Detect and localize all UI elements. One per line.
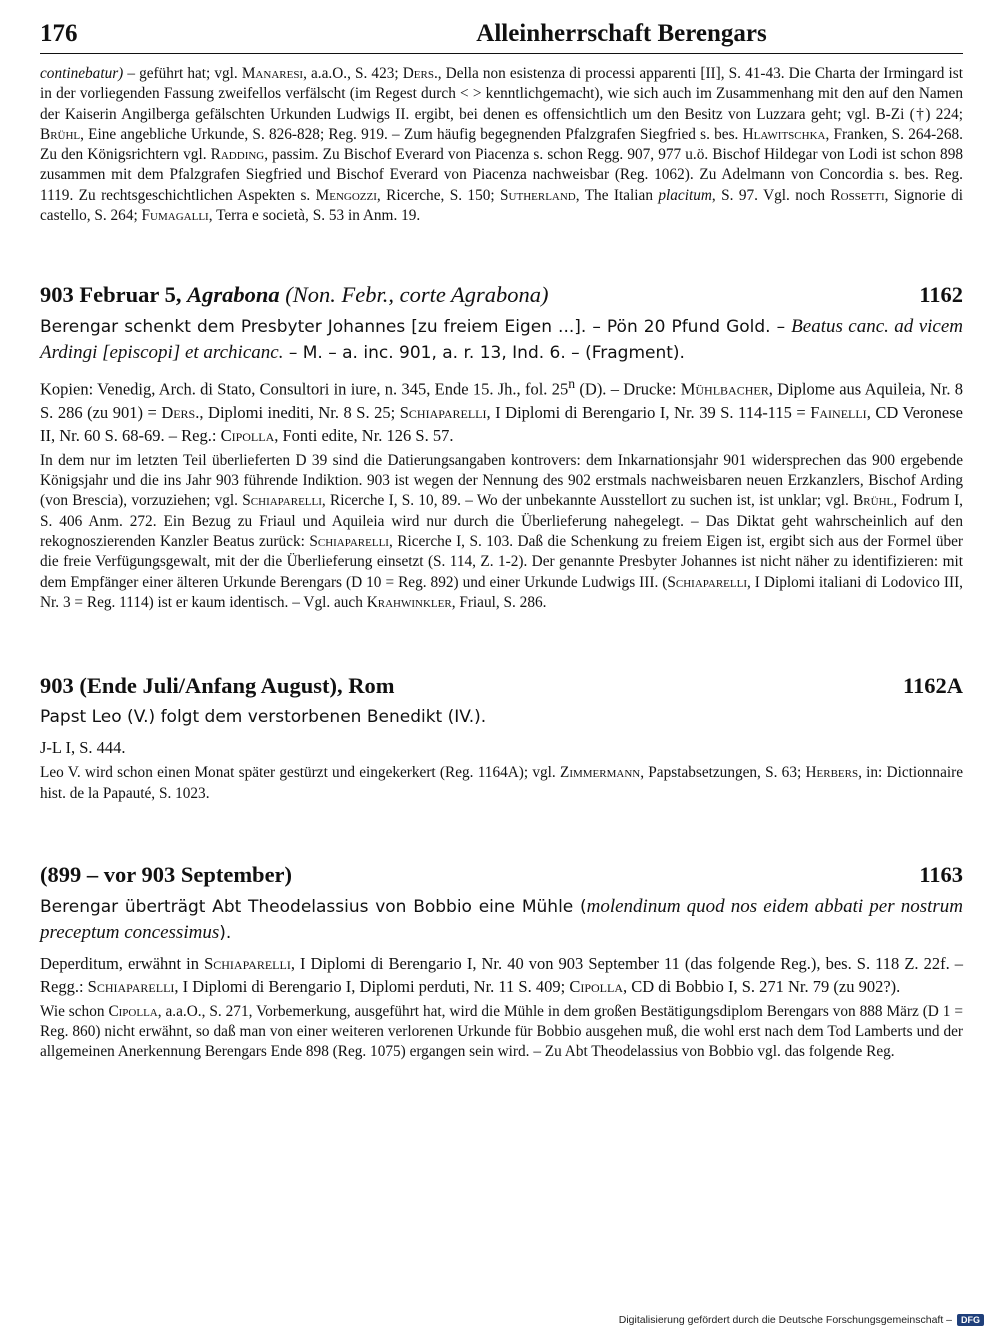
copies-superscript: n — [568, 376, 576, 392]
intro-note-text: , passim. Zu Bischof Everard von Piacenza s. schon Regg. 907, 977 u.ö. Bischof Hildegar von Lodi ist schon 898 zusammen mit dem Pfalzgrafen Siegfried und Bischof Everard von Piacenza nachweisbar (Reg. 1062). Zu Adelmann von Concordia s. bes. Reg. 1119. Zu rechtsgeschichtlichen Aspekten s. — [40, 146, 963, 204]
entry-place: Agrabona — [187, 282, 280, 308]
intro-note-text: , Ricerche, S. 150; — [376, 186, 501, 204]
intro-note-text: , Della non esistenza di processi apparenti [II], S. 41-43. Die Charta der Irmingard ist in der vorliegenden Fassung zweifellos verfälscht (im Regest durch < > kenntlichgemacht), wie sich auch im Zusammenhang mit den auf den Namen der Kaiserin Angilberga gefälschten Urkunden Ludwigs II. ergibt, bei denen es offensichtlich um den Besitz von Luzzara geht; vgl. B-Zi (†) 224; — [40, 65, 963, 123]
credit-text: Digitalisierung gefördert durch die Deutsche Forschungsgemeinschaft – — [618, 1314, 952, 1326]
intro-note-text: , S. 97. Vgl. noch — [711, 186, 831, 204]
author-name: Ders. — [161, 402, 200, 422]
author-name: Brühl — [40, 125, 81, 143]
author-name: Manaresi — [241, 65, 304, 82]
digitization-credit — [619, 1314, 984, 1326]
author-name: Sutherland — [500, 186, 576, 204]
deperditum-text: , CD di Bobbio I, S. 271 Nr. 79 (zu 902?). — [622, 976, 901, 996]
author-name: Mühlbacher — [680, 379, 769, 399]
summary-text: Berengar schenkt dem Presbyter Johannes [zu freiem Eigen ...]. – Pön 20 Pfund Gold. – — [40, 317, 792, 338]
page — [40, 20, 963, 1063]
intro-note-text: , Signorie di castello, S. 264; — [40, 186, 963, 225]
author-name: Brühl — [853, 492, 894, 510]
entry-reference: J-L I, S. 444. — [40, 738, 126, 758]
intro-note-text: placitum — [658, 186, 712, 204]
entry-summary — [40, 314, 963, 366]
commentary-text: , Papstabsetzungen, S. 63; — [640, 764, 806, 782]
intro-note-text: continebatur) — [40, 65, 124, 82]
summary-latin: molendinum quod nos eidem abbati per nostrum preceptum concessimus — [40, 895, 963, 943]
copies-text: Kopien: Venedig, Arch. di Stato, Consultori in iure, n. 345, Ende 15. Jh., fol. 25 — [40, 379, 569, 399]
intro-note-text: , The Italian — [575, 186, 659, 204]
intro-note-text: , Terra e società, S. 53 in Anm. 19. — [208, 207, 421, 225]
entry-number: 1162A — [902, 673, 963, 699]
author-name: Rossetti — [830, 186, 885, 204]
author-name: Krahwinkler — [366, 593, 452, 611]
entry-commentary — [40, 763, 963, 804]
author-name: Zimmermann — [559, 764, 641, 782]
entry-heading-text: (899 – vor 903 September) — [40, 861, 293, 887]
entry-heading-text: 903 (Ende Juli/Anfang August), Rom — [40, 673, 395, 699]
entry-date: 903 Februar 5, — [40, 282, 188, 308]
intro-note-text: , Eine angebliche Urkunde, S. 826-828; Reg. 919. – Zum häufig begegnenden Pfalzgrafen Siegfried s. bes. — [80, 125, 743, 143]
intro-note-text: , Franken, S. 264-268. Zu den Königsrichtern vgl. — [40, 125, 963, 164]
author-name: Cipolla — [108, 1002, 158, 1020]
author-name: Herbers — [805, 764, 859, 782]
author-name: Schiaparelli — [242, 492, 322, 510]
entry-heading — [40, 282, 963, 308]
summary-text: – M. – a. inc. 901, a. r. 13, Ind. 6. – (Fragment). — [283, 343, 685, 364]
copies-text: , CD Veronese II, Nr. 60 S. 68-69. – Reg.: — [40, 402, 963, 445]
author-name: Fumagalli — [141, 207, 209, 225]
entry-deperditum — [40, 952, 963, 998]
copies-text: , Diplome aus Aquileia, Nr. 8 S. 286 (zu 901) = — [40, 379, 963, 422]
summary-text: ). — [219, 922, 232, 943]
summary-latin: Beatus canc. ad vicem Ardingi [episcopi] et archicanc. — [40, 316, 963, 364]
entry-summary: Papst Leo (V.) folgt dem verstorbenen Benedikt (IV.). — [40, 707, 487, 728]
author-name: Mengozzi — [315, 186, 377, 204]
entry-heading-text — [40, 282, 549, 308]
dfg-logo: DFG — [957, 1314, 984, 1326]
summary-text: Berengar überträgt Abt Theodelassius von Bobbio eine Mühle ( — [40, 896, 587, 917]
deperditum-text: Deperditum, erwähnt in — [40, 953, 205, 973]
author-name: Schiaparelli — [309, 533, 389, 551]
author-name: Ders. — [402, 65, 438, 82]
entry-dating: (Non. Febr., corte Agrabona) — [279, 282, 549, 308]
page-number: 176 — [40, 20, 78, 47]
commentary-text: , I Diplomi italiani di Lodovico III, Nr. 3 = Reg. 1114) ist er kaum identisch. – Vgl. auch — [40, 573, 964, 611]
entry-summary — [40, 894, 963, 946]
running-title: Alleinherrschaft Berengars — [476, 20, 767, 47]
commentary-text: , Friaul, S. 286. — [451, 593, 547, 611]
commentary-text: Wie schon — [40, 1002, 109, 1020]
entry-copies — [40, 372, 963, 447]
author-name: Schiaparelli — [204, 953, 291, 973]
copies-text: , Fonti edite, Nr. 126 S. 57. — [274, 425, 454, 445]
entry-number: 1163 — [919, 861, 963, 887]
commentary-text: , Ricerche I, S. 10, 89. – Wo der unbekannte Ausstellort zu suchen ist, ist unklar; vgl. — [321, 492, 854, 510]
deperditum-text: , I Diplomi di Berengario I, Nr. 40 von 903 September 11 (das folgende Reg.), bes. S. 118 Z. 22f. – Regg.: — [40, 953, 963, 996]
copies-text: , I Diplomi di Berengario I, Nr. 39 S. 114-115 = — [486, 402, 811, 422]
author-name: Hlawitschka — [742, 125, 826, 143]
entry-number: 1162 — [919, 282, 963, 308]
author-name: Schiaparelli — [87, 976, 175, 996]
intro-note-text: – geführt hat; vgl. — [123, 65, 242, 82]
intro-note — [40, 64, 963, 226]
entry-heading — [40, 673, 963, 699]
entry-commentary — [40, 1002, 963, 1063]
author-name: Cipolla — [220, 425, 275, 445]
author-name: Schiaparelli — [667, 573, 747, 591]
commentary-text: , Fodrum I, S. 406 Anm. 272. Ein Bezug zu Friaul und Aquileia wird nur durch die Überlieferung nahegelegt. – Das Diktat geht wahrscheinlich auf den rekognoszierenden Kanzler Beatus zurück: — [40, 492, 963, 551]
commentary-text: , in: Dictionnaire hist. de la Papauté, S. 1023. — [40, 764, 963, 802]
author-name: Radding — [210, 146, 265, 164]
author-name: Fainelli — [810, 402, 867, 422]
intro-note-text: , a.a.O., S. 423; — [303, 65, 403, 82]
author-name: Schiaparelli — [399, 402, 487, 422]
entry-commentary — [40, 451, 963, 613]
entry-heading — [40, 862, 963, 888]
author-name: Cipolla — [569, 976, 623, 996]
copies-text: , Diplomi inediti, Nr. 8 S. 25; — [199, 402, 400, 422]
running-head — [40, 20, 963, 54]
commentary-text: Leo V. wird schon einen Monat später gestürzt und eingekerkert (Reg. 1164A); vgl. — [40, 764, 560, 782]
commentary-text: , a.a.O., S. 271, Vorbemerkung, ausgeführt hat, wird die Mühle in dem großen Bestätigungsdiplom Berengars von 888 März (D 1 = Reg. 860) nicht erwähnt, so daß man von einer weiteren verlorenen Urkunde für Bobbio ausgehen muß, die wohl erst nach dem Tod Lamberts und der allgemeinen Anerkennung Berengars Ende 898 (Reg. 1075) ergangen sein wird. – Zu Abt Theodelassius von Bobbio vgl. das folgende Reg. — [40, 1002, 963, 1061]
deperditum-text: , I Diplomi di Berengario I, Diplomi perduti, Nr. 11 S. 409; — [174, 976, 570, 996]
commentary-text: , Ricerche I, S. 103. Daß die Schenkung zu freiem Eigen ist, ergibt sich aus der Formel über die freie Verfügungsgewalt, mit der die Überlieferung einsetzt (S. 114, Z. 1-2). Der genannte Presbyter Johannes ist nicht näher zu identifizieren: mit dem Empfänger einer älteren Urkunde Berengars (D 10 = Reg. 892) und einer Urkunde Ludwigs III. ( — [40, 533, 963, 591]
copies-text: (D). – Drucke: — [575, 379, 681, 399]
commentary-text: In dem nur im letzten Teil überlieferten D 39 sind die Datierungsangaben kontrovers: dem Inkarnationsjahr 901 widersprechen das 900 ergebende Königsjahr und die ins Jahr 903 führende Indiktion. 903 ist wegen der Nennung des 902 erstmals nachweisbaren neuen Erzkanzlers, Bischof Arding (von Brescia), vorzuziehen; vgl. — [40, 451, 963, 510]
